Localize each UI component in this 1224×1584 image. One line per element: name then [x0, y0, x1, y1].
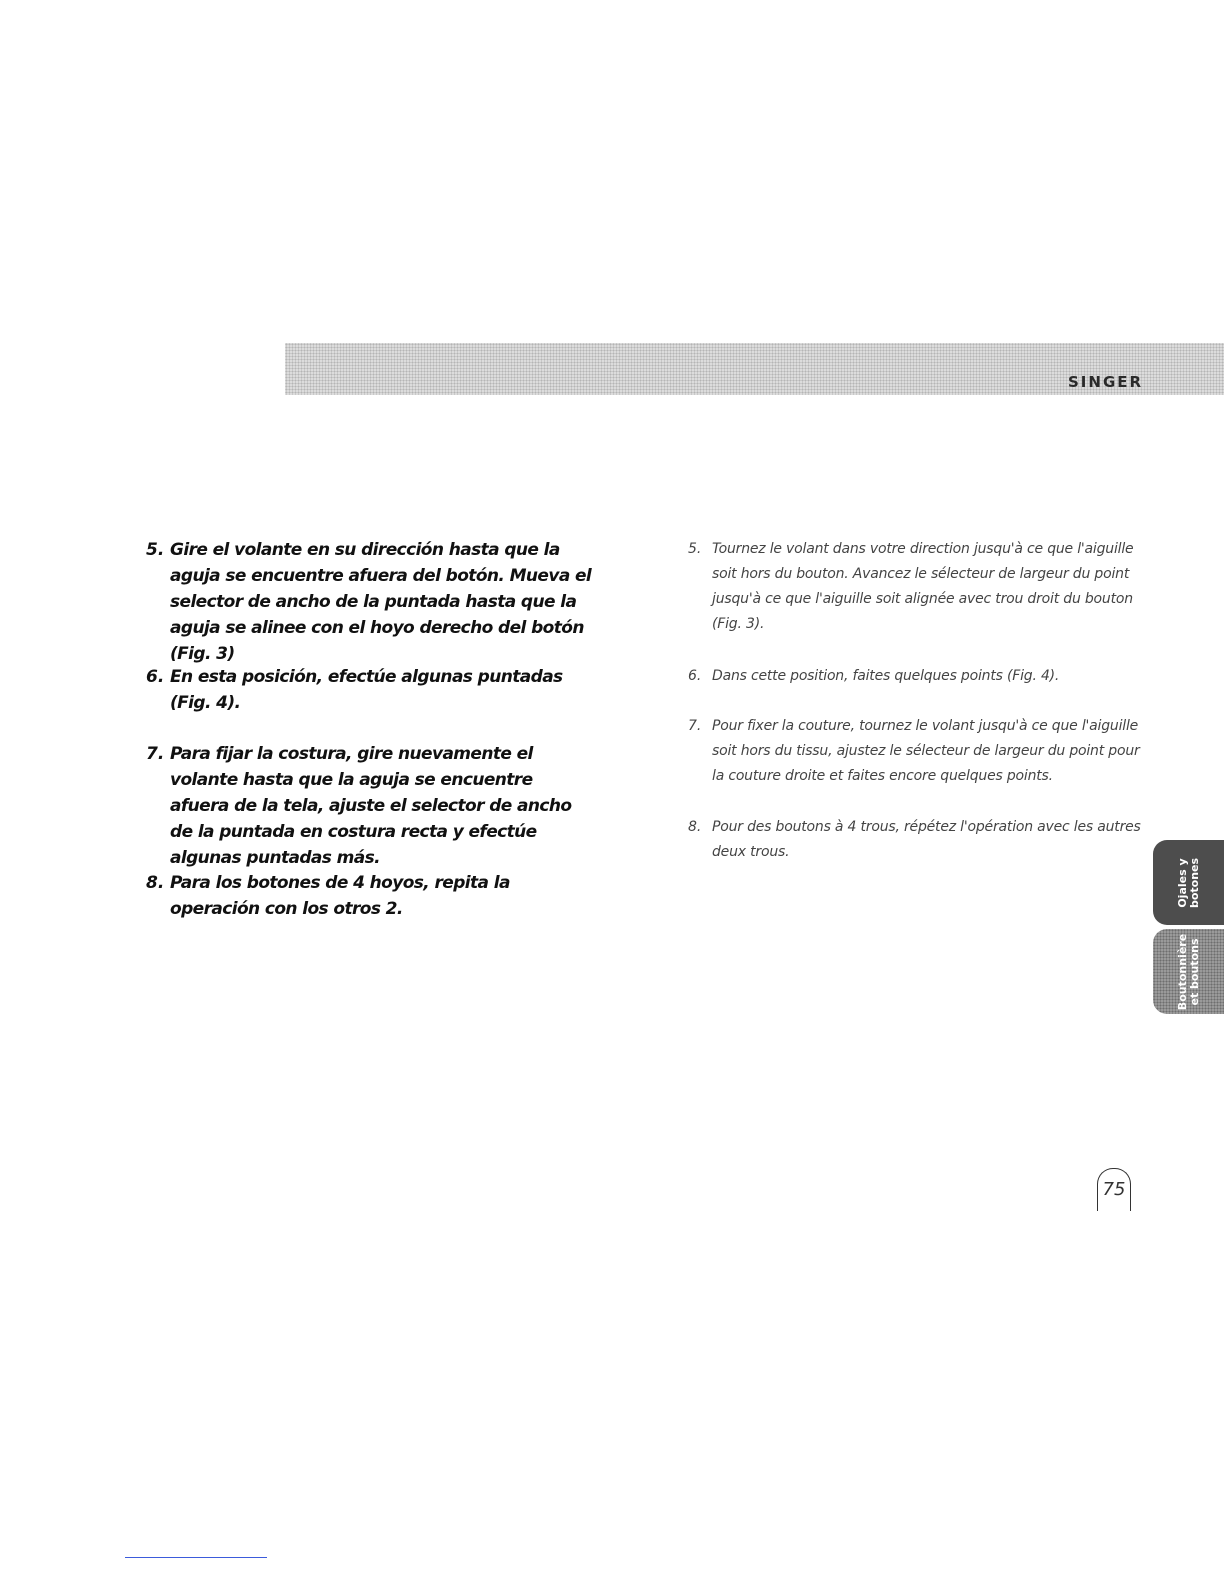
spanish-step-5 [146, 537, 606, 667]
tab-label-line2: botones [1187, 857, 1201, 908]
step-text: Pour des boutons à 4 trous, répétez l'opération avec les autres deux trous. [712, 819, 1141, 860]
step-text: Tournez le volant dans votre direction jusqu'à ce que l'aiguille soit hors du bouton. Avancez le sélecteur de largeur du point jusqu'à ce que l'aiguille soit alignée avec trou droit du bouton (Fig. 3). [712, 541, 1134, 632]
footer-rule [125, 1557, 267, 1558]
spanish-step-6 [146, 664, 606, 716]
step-text: Para fijar la costura, gire nuevamente el volante hasta que la aguja se encuentre afuera de la tela, ajuste el selector de ancho de la puntada en costura recta y efectúe algunas puntadas más. [170, 744, 572, 868]
page-number: 75 [1102, 1179, 1126, 1200]
step-number: 6. [146, 667, 165, 687]
french-step-6 [688, 664, 1148, 689]
step-number: 7. [146, 744, 165, 764]
step-number: 7. [688, 718, 702, 734]
tab-label [1177, 857, 1201, 907]
step-number: 5. [146, 540, 165, 560]
tab-boutonniere-et-boutons[interactable] [1153, 929, 1224, 1014]
french-step-5 [688, 537, 1148, 637]
french-step-8 [688, 815, 1148, 865]
tab-label-line2: et boutons [1187, 938, 1201, 1006]
french-step-7 [688, 714, 1148, 789]
step-number: 6. [688, 668, 702, 684]
step-text: Dans cette position, faites quelques points (Fig. 4). [712, 668, 1060, 684]
spanish-step-8 [146, 870, 606, 922]
brand-logo: SINGER [1068, 373, 1144, 391]
step-number: 8. [146, 873, 165, 893]
step-text: Pour fixer la couture, tournez le volant jusqu'à ce que l'aiguille soit hors du tissu, ajustez le sélecteur de largeur du point pour la couture droite et faites encore quelques points. [712, 718, 1140, 784]
step-text: Gire el volante en su dirección hasta que la aguja se encuentre afuera del botón. Mueva el selector de ancho de la puntada hasta que la aguja se alinee con el hoyo derecho del botón (Fig. 3) [170, 540, 592, 664]
step-number: 8. [688, 819, 702, 835]
page-number-frame [1097, 1168, 1131, 1211]
tab-label [1177, 933, 1201, 1009]
spanish-step-7 [146, 741, 606, 871]
tab-label-line1: Boutonnière [1175, 933, 1189, 1010]
step-text: Para los botones de 4 hoyos, repita la operación con los otros 2. [170, 873, 510, 919]
step-number: 5. [688, 541, 702, 557]
step-text: En esta posición, efectúe algunas puntadas (Fig. 4). [170, 667, 563, 713]
tab-ojales-y-botones[interactable] [1153, 840, 1224, 925]
tab-label-line1: Ojales y [1175, 857, 1189, 908]
